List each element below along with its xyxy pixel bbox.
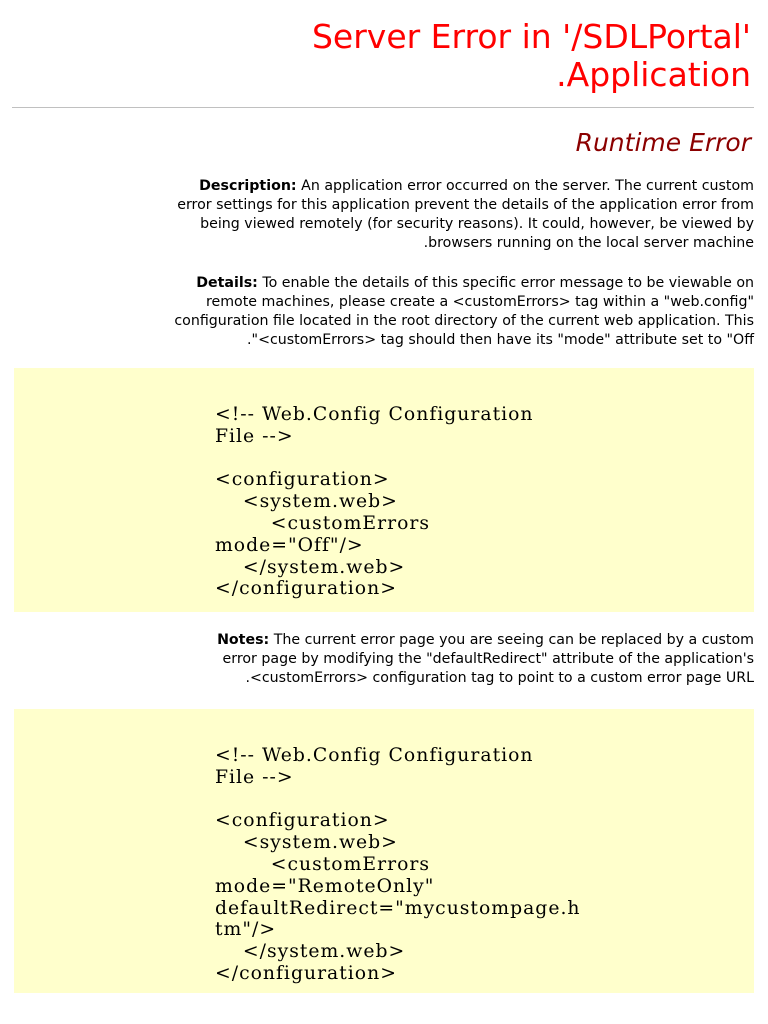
notes-label: Notes: — [217, 632, 270, 648]
description-line-1 — [24, 177, 754, 196]
details-label: Details: — [196, 275, 258, 291]
details-line-3: configuration file located in the root directory of the current web application. This — [174, 313, 754, 329]
description-text-1: An application error occurred on the server. The current custom — [301, 178, 754, 194]
notes-text-1: The current error page you are seeing can be replaced by a custom — [273, 632, 754, 648]
page-title — [51, 18, 751, 94]
error-subtitle: Runtime Error — [575, 128, 751, 157]
description-label: Description: — [199, 178, 297, 194]
config-code-off: <!-- Web.Config Configuration File --> <configuration> <system.web> <customErrors mode="Off"/> </system.web> </configuration> — [215, 404, 534, 600]
details-line-4: ."<customErrors> tag should then have its "mode" attribute set to "Off — [247, 332, 754, 348]
notes-line-2: error page by modifying the "defaultRedirect" attribute of the application's — [222, 651, 754, 667]
notes-line-3: .<customErrors> configuration tag to point to a custom error page URL — [245, 670, 754, 686]
details-text-1: To enable the details of this specific error message to be viewable on — [262, 275, 754, 291]
page-title-line-2: .Application — [556, 55, 751, 94]
details-section — [24, 274, 754, 350]
description-line-4: .browsers running on the local server machine — [423, 235, 754, 251]
description-section — [24, 177, 754, 253]
notes-section — [24, 631, 754, 688]
config-code-remoteonly: <!-- Web.Config Configuration File --> <configuration> <system.web> <customErrors mode="RemoteOnly" defaultRedirect="mycustompage.h tm"/> </system.web> </configuration> — [215, 745, 581, 984]
config-code-block-off — [14, 368, 754, 612]
title-divider — [12, 107, 754, 108]
notes-line-1 — [24, 631, 754, 650]
config-code-block-remoteonly — [14, 709, 754, 993]
details-line-1 — [24, 274, 754, 293]
details-line-2: remote machines, please create a <customErrors> tag within a "web.config" — [205, 294, 754, 310]
description-line-2: error settings for this application prevent the details of the application error from — [177, 197, 754, 213]
description-line-3: being viewed remotely (for security reasons). It could, however, be viewed by — [200, 216, 754, 232]
page-title-line-1: Server Error in '/SDLPortal' — [311, 17, 751, 56]
